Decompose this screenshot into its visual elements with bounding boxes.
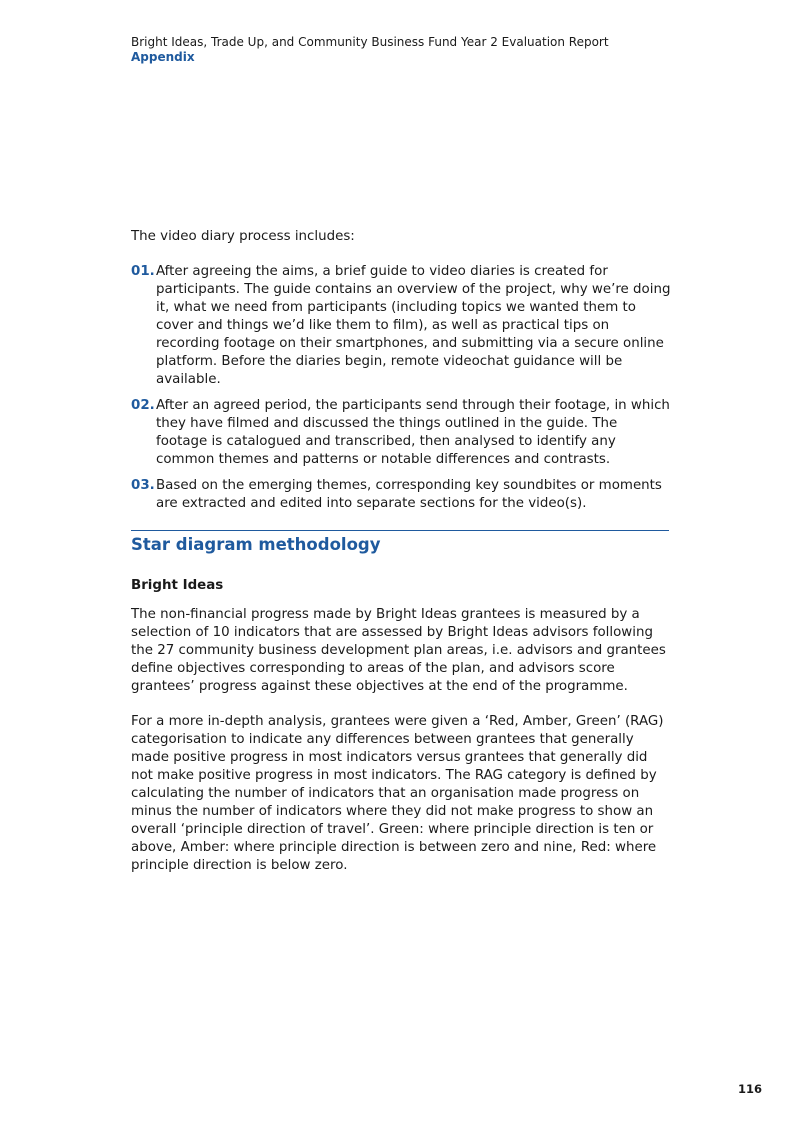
step-text: Based on the emerging themes, corresponding key soundbites or moments are extracted and edited into separate sections for the video(s). (156, 478, 662, 511)
step-item (131, 397, 671, 469)
step-text: After an agreed period, the participants send through their footage, in which they have filmed and discussed the things outlined in the guide. The footage is catalogued and transcribed, then analysed to identify any common themes and patterns or notable differences and contrasts. (156, 398, 670, 467)
sub-heading: Bright Ideas (131, 578, 224, 593)
step-number: 02. (131, 398, 155, 413)
section-label: Appendix (131, 50, 195, 64)
page-content (131, 228, 671, 875)
step-text: After agreeing the aims, a brief guide to video diaries is created for participants. The guide contains an overview of the project, why we’re doing it, what we need from participants (including topics we wanted them to cover and things we’d like them to film), as well as practical tips on recording footage on their smartphones, and submitting via a secure online platform. Before the diaries begin, remote videochat guidance will be available. (156, 264, 671, 387)
body-paragraph: The non-financial progress made by Bright Ideas grantees is measured by a selection of 10 indicators that are assessed by Bright Ideas advisors following the 27 community business development plan areas, i.e. advisors and grantees define objectives corresponding to areas of the plan, and advisors score grantees’ progress against these objectives at the end of the programme. (131, 607, 666, 694)
step-number: 01. (131, 264, 155, 279)
step-item (131, 263, 671, 389)
section-divider (131, 530, 669, 531)
step-item (131, 477, 671, 513)
body-paragraph: For a more in-depth analysis, grantees were given a ‘Red, Amber, Green’ (RAG) categorisation to indicate any differences between grantees that generally made positive progress in most indicators versus grantees that generally did not make positive progress in most indicators. The RAG category is defined by calculating the number of indicators that an organisation made progress on minus the number of indicators where they did not make progress to show an overall ‘principle direction of travel’. Green: where principle direction is ten or above, Amber: where principle direction is between zero and nine, Red: where principle direction is below zero. (131, 714, 664, 873)
running-header (131, 35, 691, 65)
page-number: 116 (737, 1082, 762, 1096)
step-number: 03. (131, 478, 155, 493)
video-diary-intro: The video diary process includes: (131, 229, 355, 244)
report-title: Bright Ideas, Trade Up, and Community Business Fund Year 2 Evaluation Report (131, 35, 609, 49)
video-diary-steps (131, 263, 671, 513)
section-heading: Star diagram methodology (131, 535, 381, 554)
